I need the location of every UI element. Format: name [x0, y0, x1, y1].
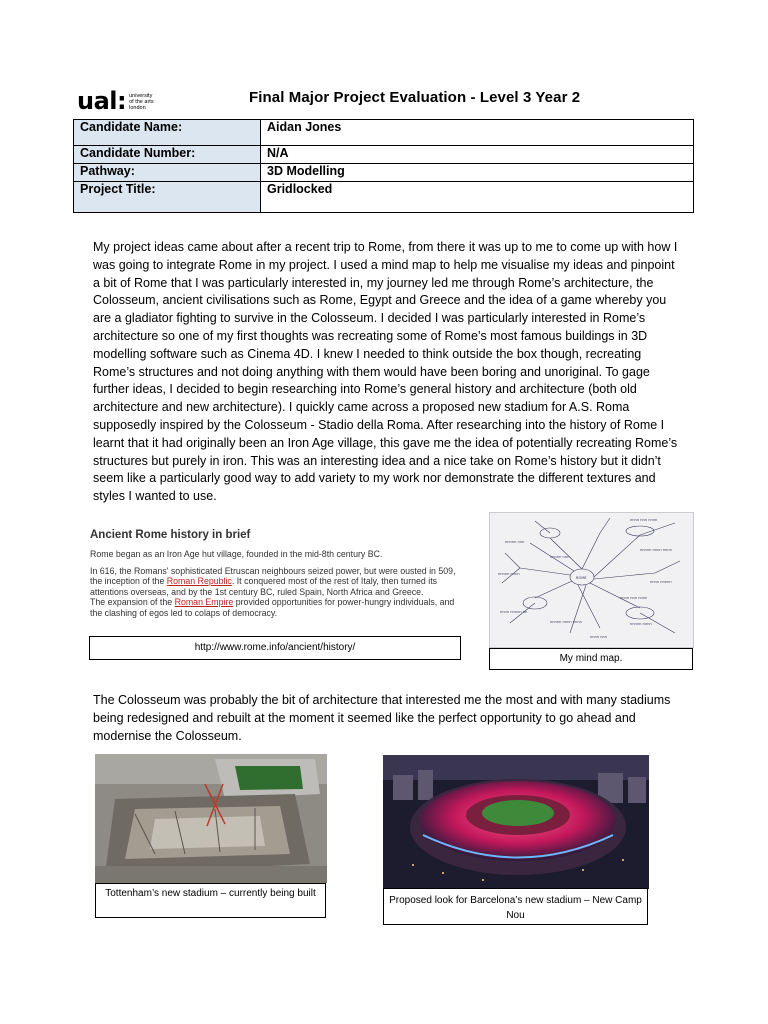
pathway-label: Pathway:: [74, 164, 261, 182]
candidate-number-value: N/A: [261, 146, 694, 164]
page-title: Final Major Project Evaluation - Level 3 Year 2: [249, 89, 581, 106]
tottenham-caption: Tottenham’s new stadium – currently being built: [95, 883, 326, 918]
barcelona-stadium-image: [383, 755, 649, 889]
tottenham-stadium-image: [95, 754, 327, 883]
candidate-name-label: Candidate Name:: [74, 120, 261, 146]
rome-history-paragraph: In 616, the Romans' sophisticated Etruscan neighbours seized power, but were ousted in 509, the inception of the Roman Republic. It conquered most of the rest of Italy, then turned its attentions overseas, and by the 1st century BC, ruled Spain, North Africa and Greece. The expansion of the Roman Empire provided opportunities for power-hungry individuals, and the clashing of egos led to colaps of democracy.: [90, 565, 456, 618]
table-row: [74, 164, 694, 182]
candidate-name-value: Aidan Jones: [261, 120, 694, 146]
svg-text:nnnn nnn nnnn: nnnn nnn nnnn: [630, 518, 658, 522]
project-title-label: Project Title:: [74, 182, 261, 213]
svg-text:nnnnn nnn: nnnnn nnn: [505, 540, 525, 544]
mind-map-caption: My mind map.: [489, 648, 693, 670]
evaluation-paragraph-1: My project ideas came about after a recent trip to Rome, from there it was up to me to come up with how I was going to integrate Rome in my project. I used a mind map to help me visualise my ideas and pinpoint a bit of Rome that I was particularly interested in, my journey led me through Rome’s architecture, the Colosseum, ancient civilisations such as Rome, Egypt and Greece and the idea of a game whereby you are a gladiator fighting to survive in the Colosseum. I decided I was particularly interested in Rome’s architecture so one of my first thoughts was recreating some of Rome’s most famous buildings in 3D modelling software such as Cinema 4D. I knew I needed to think outside the box though, recreating Rome’s structures and not doing anything with them would have been boring and unoriginal. To gage further ideas, I decided to begin researching into Rome’s general history and architecture (both old architecture and new architecture). I quickly came across a proposed new stadium for A.S. Roma supposedly inspired by the Colosseum - Stadio della Roma. After researching into the history of Rome I learnt that it had originally been an Iron Age village, this gave me the idea of potentially recreating Rome’s structures but purely in iron. This was an interesting idea and a nice take on Rome’s history but it didn’t seem like a particularly good way to add variety to my work nor demonstrate the different textures and styles I wanted to use.: [93, 240, 678, 504]
candidate-info-table: [73, 119, 694, 213]
svg-text:nnnnn nnnn: nnnnn nnnn: [498, 572, 520, 576]
roman-empire-link[interactable]: Roman Empire: [174, 597, 234, 607]
project-title-value: Gridlocked: [261, 182, 694, 213]
svg-text:nnnnn nnnn nnnn: nnnnn nnnn nnnn: [640, 548, 672, 552]
candidate-number-label: Candidate Number:: [74, 146, 261, 164]
svg-text:nnnn nnnnn: nnnn nnnnn: [650, 580, 672, 584]
logo-text: ual:: [77, 87, 127, 115]
svg-text:nnnn nnnnn nn: nnnn nnnnn nn: [500, 610, 528, 614]
table-row: [74, 182, 694, 213]
logo-subtext: university of the arts london: [129, 93, 154, 111]
rome-history-excerpt: [90, 523, 460, 634]
rome-history-line: Rome began as an Iron Age hut village, founded in the mid-8th century BC.: [90, 549, 383, 559]
roman-republic-link[interactable]: Roman Republic: [166, 576, 232, 586]
svg-text:nnnnn nnn: nnnnn nnn: [550, 555, 570, 559]
table-row: [74, 146, 694, 164]
rome-history-heading: Ancient Rome history in brief: [90, 529, 251, 541]
ual-logo: [77, 89, 154, 113]
svg-text:nnnn nnn nnnn: nnnn nnn nnnn: [620, 596, 648, 600]
svg-text:nnnnn nnnn nnnn: nnnnn nnnn nnnn: [550, 620, 582, 624]
mind-map-image: [489, 512, 694, 648]
rome-source-caption: http://www.rome.info/ancient/history/: [89, 636, 461, 660]
table-row: [74, 120, 694, 146]
svg-text:ROME: ROME: [576, 576, 587, 580]
evaluation-paragraph-2: The Colosseum was probably the bit of architecture that interested me the most and with many stadiums being redesigned and rebuilt at the moment it seemed like the perfect opportunity to go ahead and modernise the Colosseum.: [93, 693, 671, 743]
barcelona-caption: Proposed look for Barcelona’s new stadium – New Camp Nou: [383, 888, 648, 925]
svg-text:nnnn nnn: nnnn nnn: [590, 635, 608, 639]
svg-text:nnnnn nnnn: nnnnn nnnn: [630, 622, 652, 626]
pathway-value: 3D Modelling: [261, 164, 694, 182]
